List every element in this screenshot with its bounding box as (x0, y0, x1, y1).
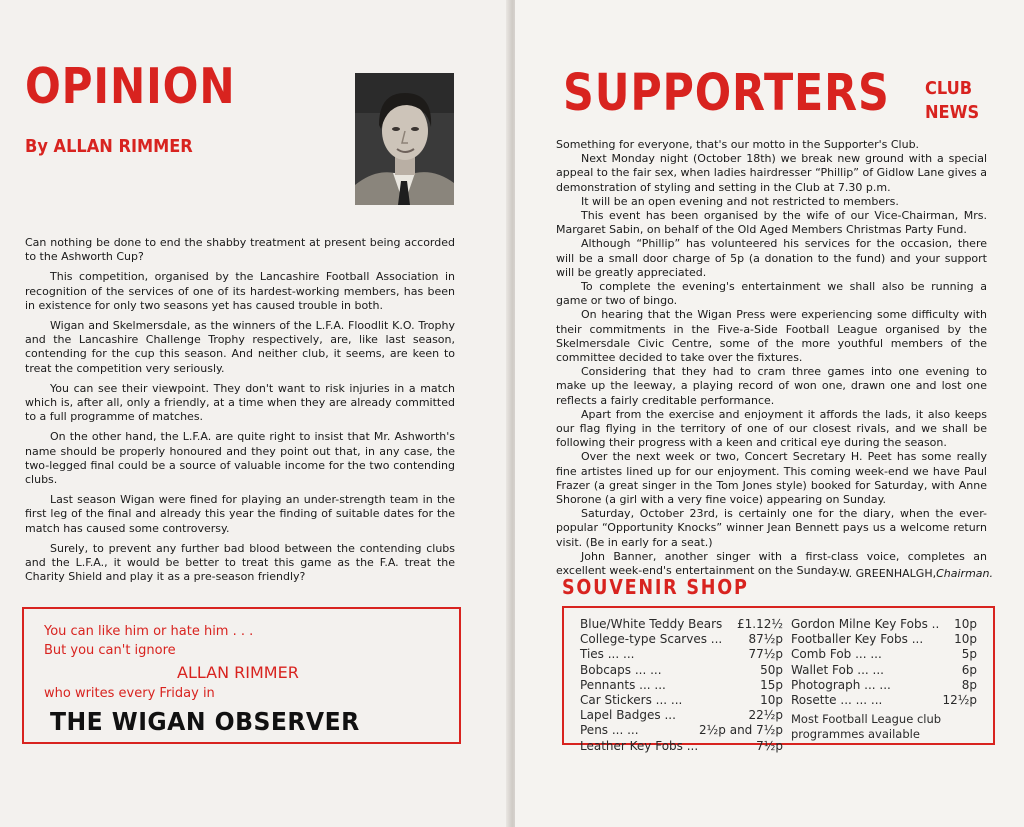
ad-author-name: ALLAN RIMMER (177, 663, 299, 682)
right-page (515, 0, 1024, 827)
article-paragraph: Surely, to prevent any further bad blood between the contending clubs and the L.F.A., it would be better to treat this game as the F.A. treat the Charity Shield and play it as a pre-season friendly? (25, 541, 455, 584)
item-name: Pens ... ... (580, 723, 639, 738)
list-item (580, 693, 783, 708)
item-name: Rosette ... ... ... (791, 692, 883, 707)
author-photo (355, 73, 454, 205)
list-item (791, 693, 977, 708)
price-list-column-1 (580, 617, 783, 754)
article-paragraph: Considering that they had to cram three games into one evening to make up the leeway, a playing record of won one, drawn one and lost one reflects a fairly creditable performance. (556, 365, 987, 407)
item-name: Footballer Key Fobs ... (791, 632, 924, 647)
list-item (580, 617, 783, 632)
item-price: 10p (954, 617, 977, 631)
list-item (580, 723, 783, 738)
list-item (580, 647, 783, 662)
opinion-title: OPINION (25, 58, 236, 115)
list-item (791, 617, 977, 632)
supporters-title: SUPPORTERS (563, 64, 890, 123)
article-paragraph: Next Monday night (October 18th) we break new ground with a special appeal to the fair sex, when ladies hairdresser “Phillip” of Gidlow Lane gives a demonstration of styling and setting in the Club at 7.30 p.m. (556, 152, 987, 194)
club-news-article (556, 138, 987, 578)
article-paragraph: Apart from the exercise and enjoyment it affords the lads, it also keeps our flag flying in the territory of one of our closest rivals, and we shall be following their progress with a keen and critical eye during the season. (556, 407, 987, 450)
item-name: Photograph ... ... (791, 677, 891, 692)
item-price: 12½p (942, 692, 977, 707)
article-paragraph: Saturday, October 23rd, is certainly one for the diary, when the ever-popular “Opportunity Knocks” winner Jean Bennett pays us a welcome return visit. (Be in early for a seat.) (556, 507, 987, 549)
ad-line-1: You can like him or hate him . . . (44, 624, 254, 639)
item-price: £1.12½ (737, 617, 783, 631)
article-paragraph: You can see their viewpoint. They don't want to risk injuries in a match which is, after all, only a friendly, at a time when they are already committed to a full programme of matches. (25, 381, 455, 424)
list-item (791, 647, 977, 662)
portrait-image (355, 73, 454, 205)
list-item (791, 678, 977, 693)
item-name: Bobcaps ... ... (580, 662, 662, 677)
souvenir-shop-title: SOUVENIR SHOP (562, 575, 749, 599)
observer-advert (22, 607, 461, 744)
item-price: 50p (760, 662, 783, 677)
item-name: Leather Key Fobs ... (580, 738, 699, 753)
club-news-label (925, 77, 979, 125)
item-name: Car Stickers ... ... (580, 692, 683, 707)
programmes-note (791, 712, 941, 742)
list-item (580, 678, 783, 693)
item-price: 22½p (748, 708, 783, 723)
article-paragraph: Wigan and Skelmersdale, as the winners of the L.F.A. Floodlit K.O. Trophy and the Lancashire Challenge Trophy respectively, are, like last season, contending for the cup this season. And neither club, it seems, are keen to treat the competition very seriously. (25, 319, 455, 375)
article-paragraph: Can nothing be done to end the shabby treatment at present being accorded to the Ashworth Cup? (25, 236, 455, 264)
ad-line-3: who writes every Friday in (44, 686, 215, 701)
byline: By ALLAN RIMMER (25, 136, 193, 157)
list-item (580, 708, 783, 723)
note-line: Most Football League club (791, 712, 942, 726)
item-price: 10p (760, 692, 783, 707)
article-paragraph: It will be an open evening and not restricted to members. (581, 194, 899, 208)
article-paragraph: Something for everyone, that's our motto in the Supporter's Club. (556, 138, 920, 151)
list-item (580, 663, 783, 678)
item-price: 77½p (748, 647, 783, 662)
article-paragraph: John Banner, another singer with a first-class voice, completes an excellent week-end's entertainment on the Sunday. (556, 549, 987, 578)
article-paragraph: This event has been organised by the wife of our Vice-Chairman, Mrs. Margaret Sabin, on behalf of the Old Aged Members Christmas Party Fund. (556, 209, 987, 237)
item-price: 5p (961, 647, 977, 662)
item-name: Gordon Milne Key Fobs .. (791, 617, 940, 631)
club-word: CLUB (925, 78, 973, 99)
signoff-role: Chairman. (936, 567, 993, 580)
item-price: 10p (954, 632, 977, 647)
price-list-column-2 (791, 617, 977, 708)
item-name: Comb Fob ... ... (791, 647, 882, 662)
list-item (791, 663, 977, 678)
list-item (791, 632, 977, 647)
article-paragraph: Last season Wigan were fined for playing an under-strength team in the first leg of the final and already this year the finding of suitable dates for the match has caused some controversy. (25, 493, 455, 535)
article-paragraph: To complete the evening's entertainment we shall also be running a game or two of bingo. (556, 280, 987, 308)
article-paragraph: This competition, organised by the Lancashire Football Association in recognition of the services of one of its hardest-working members, has been in existence for only two seasons yet has caused trouble in both. (25, 270, 455, 312)
item-price: 8p (961, 677, 977, 692)
opinion-article (25, 236, 455, 584)
item-name: Blue/White Teddy Bears (580, 617, 723, 631)
item-name: Pennants ... ... (580, 677, 666, 692)
item-price: 2½p and 7½p (699, 723, 783, 738)
ad-newspaper-name: THE WIGAN OBSERVER (50, 707, 360, 736)
item-price: 87½p (748, 632, 783, 647)
item-price: 15p (760, 677, 783, 692)
item-name: Wallet Fob ... ... (791, 662, 884, 677)
item-price: 6p (961, 662, 977, 677)
signoff (815, 567, 993, 580)
item-name: Ties ... ... (580, 647, 635, 662)
article-paragraph: Over the next week or two, Concert Secretary H. Peet has some really fine artistes lined up for our enjoyment. This coming week-end we have Paul Frazer (a great singer in the Tom Jones style) booked for Saturday, with Anne Shorone (a girl with a very fine voice) appearing on Sunday. (556, 450, 987, 507)
article-paragraph: On the other hand, the L.F.A. are quite right to insist that Mr. Ashworth's name should be properly honoured and they point out that, in any case, the two-legged final could be a source of valuable income for the two contending clubs. (25, 430, 455, 487)
news-word: NEWS (925, 102, 980, 123)
signoff-name: W. GREENHALGH, (838, 567, 937, 580)
item-name: College-type Scarves ... (580, 632, 723, 647)
list-item (580, 632, 783, 647)
note-line: programmes available (791, 727, 920, 741)
list-item (580, 739, 783, 754)
article-paragraph: Although “Phillip” has volunteered his services for the occasion, there will be a small door charge of 5p (a donation to the fund) and your support will be greatly appreciated. (556, 237, 987, 279)
item-name: Lapel Badges ... (580, 708, 676, 723)
item-price: 7½p (756, 738, 783, 753)
ad-line-2: But you can't ignore (44, 643, 176, 658)
souvenir-price-list (562, 606, 995, 753)
article-paragraph: On hearing that the Wigan Press were experiencing some difficulty with their commitments in the Five-a-Side Football League organised by the Skelmersdale Civic Centre, some of the more youthful members of the committee decided to take over the fixtures. (556, 308, 987, 365)
